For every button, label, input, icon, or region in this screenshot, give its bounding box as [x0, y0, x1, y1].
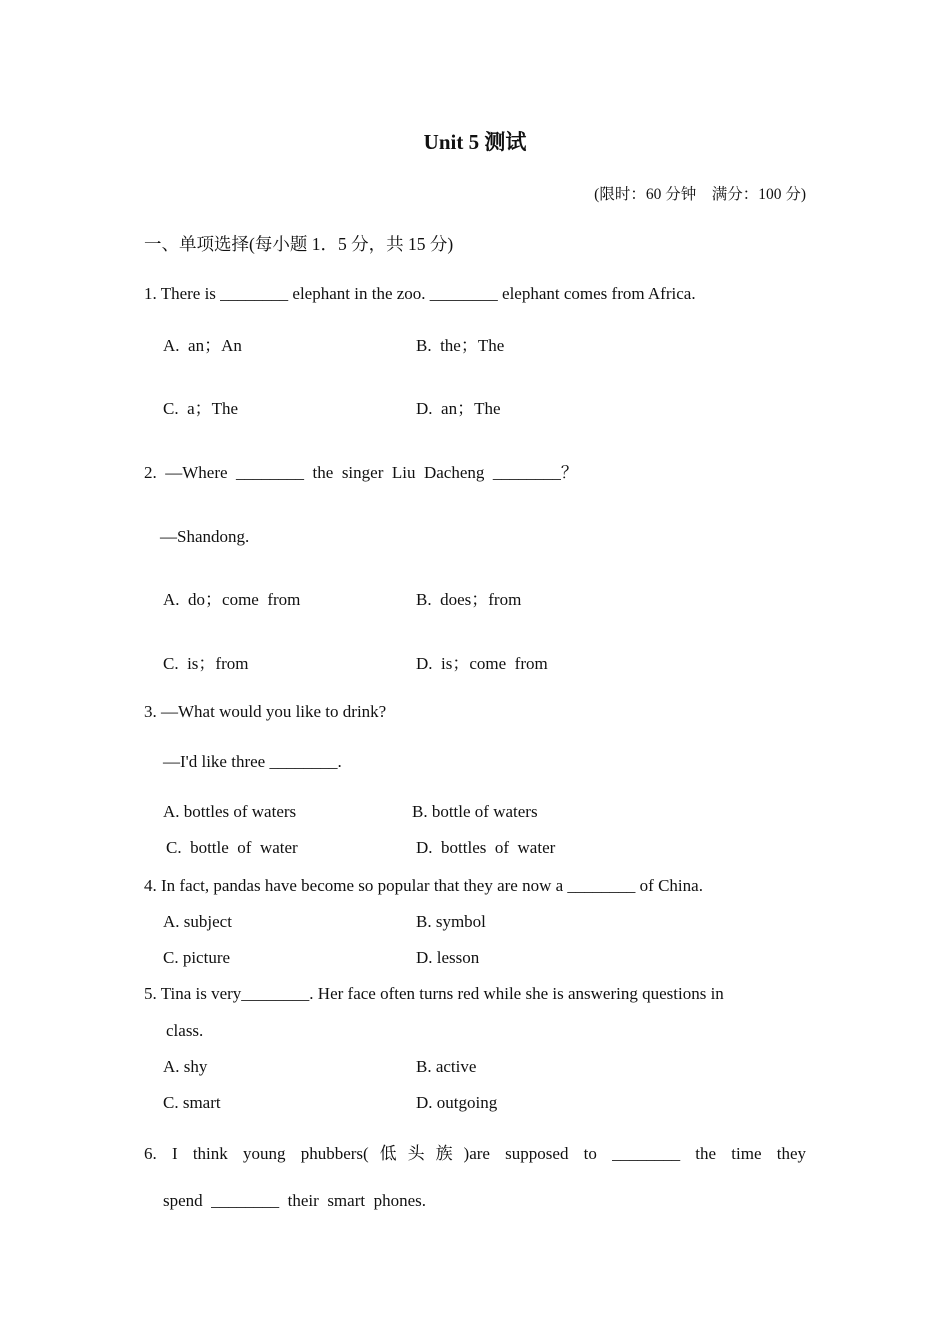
question-4-option-d: D. lesson	[416, 948, 480, 967]
question-2-option-a: A. do；come from	[163, 590, 301, 609]
time-score-limit: (限时：60 分钟 满分：100 分)	[594, 186, 806, 203]
question-1-option-c: C. a；The	[163, 399, 239, 418]
question-2-option-b: B. does；from	[416, 590, 522, 609]
question-6-stem-continued: spend ________ their smart phones.	[163, 1191, 426, 1210]
question-3-option-d: D. bottles of water	[416, 838, 556, 857]
question-3-option-b: B. bottle of waters	[412, 802, 538, 821]
question-5-option-a: A. shy	[163, 1057, 208, 1076]
question-4-option-c: C. picture	[163, 948, 231, 967]
question-5-stem-continued: class.	[166, 1021, 204, 1040]
question-1-stem: 1. There is ________ elephant in the zoo. ________ elephant comes from Africa.	[144, 284, 696, 303]
question-4-option-a: A. subject	[163, 912, 232, 931]
question-5-option-c: C. smart	[163, 1093, 221, 1112]
question-4-option-b: B. symbol	[416, 912, 486, 931]
question-2-stem: 2. —Where ________ the singer Liu Dacheng ________？	[144, 463, 578, 482]
question-3-answer-line: —I'd like three ________.	[163, 752, 342, 771]
question-5-stem: 5. Tina is very________. Her face often turns red while she is answering questions in	[144, 984, 724, 1003]
question-5-option-d: D. outgoing	[416, 1093, 498, 1112]
question-4-stem: 4. In fact, pandas have become so popular that they are now a ________ of China.	[144, 876, 703, 895]
question-1-option-d: D. an；The	[416, 399, 501, 418]
question-3-stem: 3. —What would you like to drink?	[144, 702, 387, 721]
section-title: 一、单项选择(每小题 1．5 分，共 15 分)	[144, 234, 454, 254]
question-2-answer-line: —Shandong.	[160, 527, 250, 546]
question-1-option-a: A. an；An	[163, 336, 242, 355]
question-1-option-b: B. the；The	[416, 336, 505, 355]
question-6-stem: 6. I think young phubbers(低头族)are supposed to ________ the time they	[144, 1144, 806, 1163]
question-3-option-c: C. bottle of water	[166, 838, 298, 857]
question-2-option-d: D. is；come from	[416, 654, 548, 673]
question-2-option-c: C. is；from	[163, 654, 249, 673]
question-3-option-a: A. bottles of waters	[163, 802, 297, 821]
question-5-option-b: B. active	[416, 1057, 477, 1076]
page-title: Unit 5 测试	[423, 130, 527, 154]
